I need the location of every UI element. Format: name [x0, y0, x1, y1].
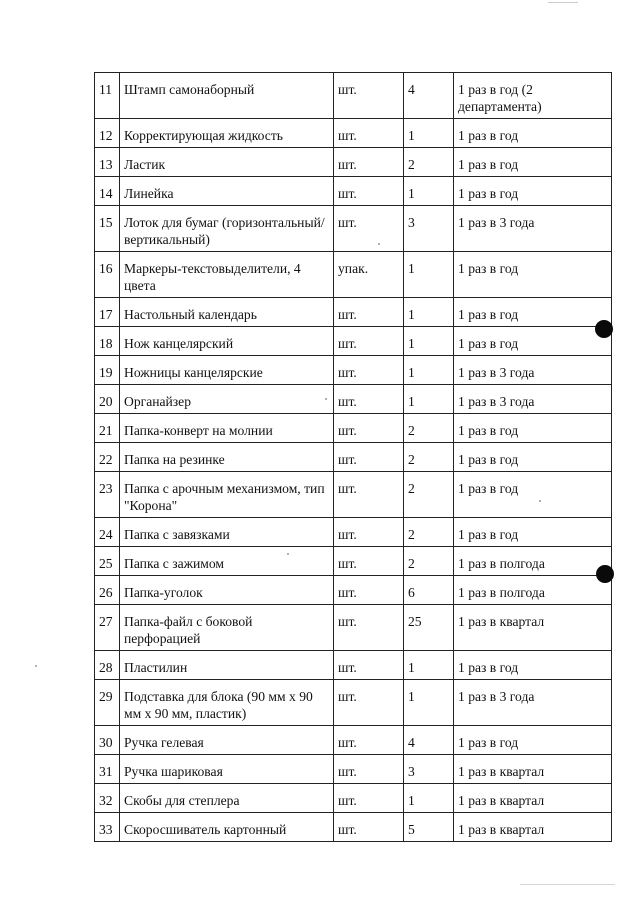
- unit-cell: шт.: [334, 327, 404, 356]
- table-row: [95, 73, 612, 119]
- item-name-cell: Подставка для блока (90 мм х 90 мм х 90 мм, пластик): [120, 680, 334, 726]
- frequency-cell: 1 раз в квартал: [454, 813, 612, 842]
- item-name-cell: Папка с зажимом: [120, 547, 334, 576]
- frequency-cell: 1 раз в 3 года: [454, 680, 612, 726]
- item-name-cell: Папка-файл с боковой перфорацией: [120, 605, 334, 651]
- quantity-cell: 6: [404, 576, 454, 605]
- table-row: [95, 813, 612, 842]
- item-name-cell: Лоток для бумаг (горизонтальный/вертикальный): [120, 206, 334, 252]
- scan-speck: [325, 398, 327, 400]
- quantity-cell: 1: [404, 177, 454, 206]
- frequency-cell: 1 раз в год: [454, 651, 612, 680]
- quantity-cell: 1: [404, 385, 454, 414]
- item-name-cell: Ножницы канцелярские: [120, 356, 334, 385]
- row-number-cell: 13: [95, 148, 120, 177]
- quantity-cell: 2: [404, 148, 454, 177]
- item-name-cell: Ручка шариковая: [120, 755, 334, 784]
- unit-cell: шт.: [334, 680, 404, 726]
- row-number-cell: 19: [95, 356, 120, 385]
- unit-cell: шт.: [334, 356, 404, 385]
- item-name-cell: Папка-конверт на молнии: [120, 414, 334, 443]
- item-name-cell: Настольный календарь: [120, 298, 334, 327]
- table-row: [95, 680, 612, 726]
- table-row: [95, 414, 612, 443]
- supply-table-body: [95, 73, 612, 842]
- unit-cell: шт.: [334, 443, 404, 472]
- frequency-cell: 1 раз в квартал: [454, 605, 612, 651]
- supply-table: [94, 72, 612, 842]
- item-name-cell: Нож канцелярский: [120, 327, 334, 356]
- quantity-cell: 1: [404, 680, 454, 726]
- item-name-cell: Линейка: [120, 177, 334, 206]
- frequency-cell: 1 раз в год (2 департамента): [454, 73, 612, 119]
- quantity-cell: 1: [404, 298, 454, 327]
- row-number-cell: 16: [95, 252, 120, 298]
- table-row: [95, 206, 612, 252]
- item-name-cell: Ластик: [120, 148, 334, 177]
- row-number-cell: 20: [95, 385, 120, 414]
- quantity-cell: 3: [404, 206, 454, 252]
- row-number-cell: 27: [95, 605, 120, 651]
- quantity-cell: 4: [404, 73, 454, 119]
- quantity-cell: 1: [404, 651, 454, 680]
- frequency-cell: 1 раз в год: [454, 726, 612, 755]
- table-row: [95, 726, 612, 755]
- item-name-cell: Скоросшиватель картонный: [120, 813, 334, 842]
- item-name-cell: Маркеры-текстовыделители, 4 цвета: [120, 252, 334, 298]
- table-row: [95, 518, 612, 547]
- table-row: [95, 605, 612, 651]
- row-number-cell: 22: [95, 443, 120, 472]
- quantity-cell: 1: [404, 252, 454, 298]
- punch-hole-upper: [595, 320, 613, 338]
- table-row: [95, 784, 612, 813]
- frequency-cell: 1 раз в год: [454, 252, 612, 298]
- row-number-cell: 25: [95, 547, 120, 576]
- row-number-cell: 28: [95, 651, 120, 680]
- table-row: [95, 148, 612, 177]
- unit-cell: шт.: [334, 518, 404, 547]
- row-number-cell: 33: [95, 813, 120, 842]
- table-row: [95, 443, 612, 472]
- scan-speck: [539, 500, 541, 502]
- item-name-cell: Органайзер: [120, 385, 334, 414]
- frequency-cell: 1 раз в год: [454, 443, 612, 472]
- frequency-cell: 1 раз в год: [454, 518, 612, 547]
- quantity-cell: 2: [404, 547, 454, 576]
- row-number-cell: 31: [95, 755, 120, 784]
- item-name-cell: Корректирующая жидкость: [120, 119, 334, 148]
- frequency-cell: 1 раз в год: [454, 148, 612, 177]
- table-row: [95, 472, 612, 518]
- table-row: [95, 576, 612, 605]
- item-name-cell: Папка на резинке: [120, 443, 334, 472]
- row-number-cell: 26: [95, 576, 120, 605]
- table-row: [95, 252, 612, 298]
- unit-cell: шт.: [334, 298, 404, 327]
- quantity-cell: 2: [404, 443, 454, 472]
- table-row: [95, 177, 612, 206]
- item-name-cell: Скобы для степлера: [120, 784, 334, 813]
- table-row: [95, 298, 612, 327]
- frequency-cell: 1 раз в полгода: [454, 547, 612, 576]
- unit-cell: шт.: [334, 119, 404, 148]
- quantity-cell: 1: [404, 356, 454, 385]
- unit-cell: шт.: [334, 472, 404, 518]
- scan-artifact-bottom: [520, 884, 615, 885]
- quantity-cell: 4: [404, 726, 454, 755]
- row-number-cell: 23: [95, 472, 120, 518]
- table-row: [95, 385, 612, 414]
- frequency-cell: 1 раз в год: [454, 298, 612, 327]
- row-number-cell: 15: [95, 206, 120, 252]
- frequency-cell: 1 раз в год: [454, 414, 612, 443]
- unit-cell: шт.: [334, 177, 404, 206]
- row-number-cell: 18: [95, 327, 120, 356]
- quantity-cell: 1: [404, 119, 454, 148]
- row-number-cell: 17: [95, 298, 120, 327]
- unit-cell: шт.: [334, 206, 404, 252]
- frequency-cell: 1 раз в год: [454, 177, 612, 206]
- frequency-cell: 1 раз в 3 года: [454, 206, 612, 252]
- quantity-cell: 2: [404, 414, 454, 443]
- unit-cell: упак.: [334, 252, 404, 298]
- unit-cell: шт.: [334, 813, 404, 842]
- frequency-cell: 1 раз в год: [454, 472, 612, 518]
- scan-speck: [287, 553, 289, 555]
- item-name-cell: Штамп самонаборный: [120, 73, 334, 119]
- unit-cell: шт.: [334, 148, 404, 177]
- quantity-cell: 1: [404, 327, 454, 356]
- scan-speck: [378, 243, 380, 245]
- item-name-cell: Ручка гелевая: [120, 726, 334, 755]
- row-number-cell: 11: [95, 73, 120, 119]
- frequency-cell: 1 раз в полгода: [454, 576, 612, 605]
- unit-cell: шт.: [334, 784, 404, 813]
- quantity-cell: 5: [404, 813, 454, 842]
- row-number-cell: 32: [95, 784, 120, 813]
- unit-cell: шт.: [334, 73, 404, 119]
- quantity-cell: 2: [404, 518, 454, 547]
- unit-cell: шт.: [334, 605, 404, 651]
- frequency-cell: 1 раз в квартал: [454, 755, 612, 784]
- unit-cell: шт.: [334, 755, 404, 784]
- row-number-cell: 24: [95, 518, 120, 547]
- unit-cell: шт.: [334, 385, 404, 414]
- table-row: [95, 651, 612, 680]
- frequency-cell: 1 раз в год: [454, 327, 612, 356]
- unit-cell: шт.: [334, 726, 404, 755]
- table-row: [95, 327, 612, 356]
- row-number-cell: 12: [95, 119, 120, 148]
- scan-speck: [35, 665, 37, 667]
- quantity-cell: 2: [404, 472, 454, 518]
- table-row: [95, 119, 612, 148]
- punch-hole-lower: [596, 565, 614, 583]
- item-name-cell: Папка с завязками: [120, 518, 334, 547]
- row-number-cell: 14: [95, 177, 120, 206]
- frequency-cell: 1 раз в 3 года: [454, 385, 612, 414]
- frequency-cell: 1 раз в квартал: [454, 784, 612, 813]
- quantity-cell: 1: [404, 784, 454, 813]
- scan-artifact-top: [548, 2, 578, 3]
- unit-cell: шт.: [334, 576, 404, 605]
- table-row: [95, 356, 612, 385]
- unit-cell: шт.: [334, 547, 404, 576]
- item-name-cell: Пластилин: [120, 651, 334, 680]
- row-number-cell: 21: [95, 414, 120, 443]
- item-name-cell: Папка с арочным механизмом, тип "Корона": [120, 472, 334, 518]
- row-number-cell: 30: [95, 726, 120, 755]
- frequency-cell: 1 раз в год: [454, 119, 612, 148]
- frequency-cell: 1 раз в 3 года: [454, 356, 612, 385]
- row-number-cell: 29: [95, 680, 120, 726]
- unit-cell: шт.: [334, 651, 404, 680]
- item-name-cell: Папка-уголок: [120, 576, 334, 605]
- quantity-cell: 25: [404, 605, 454, 651]
- quantity-cell: 3: [404, 755, 454, 784]
- table-row: [95, 547, 612, 576]
- unit-cell: шт.: [334, 414, 404, 443]
- table-row: [95, 755, 612, 784]
